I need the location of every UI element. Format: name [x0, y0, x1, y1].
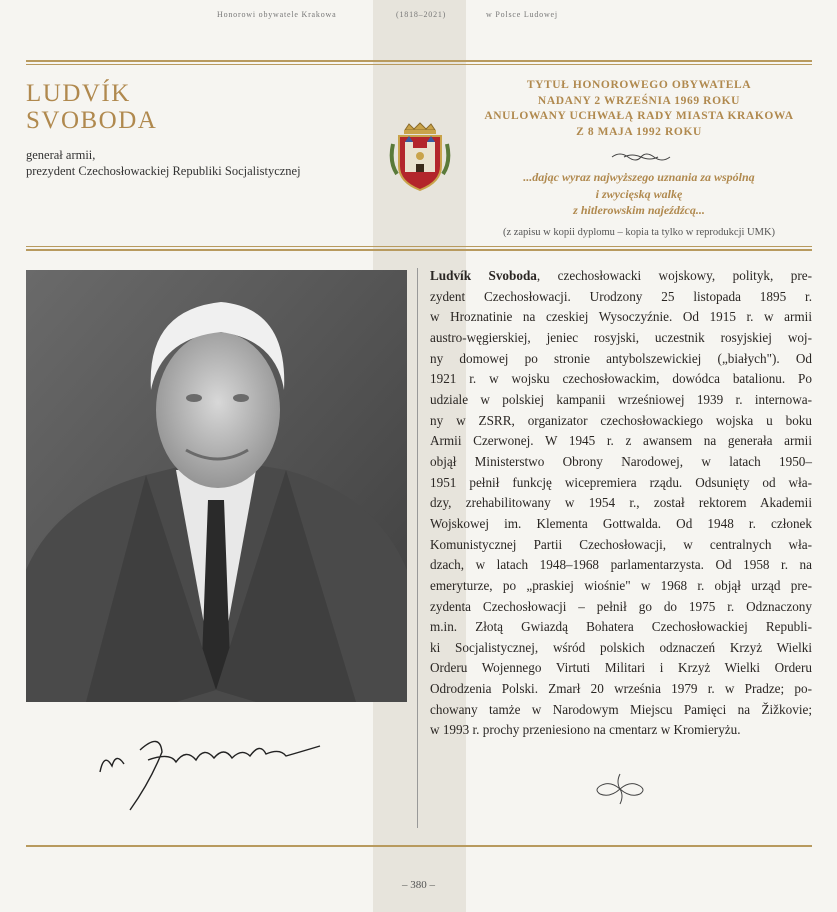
- header-left: Honorowi obywatele Krakowa: [217, 10, 337, 19]
- bio-line: chowany tamże w Narodowym Miejscu Pamięci na Žižkovie;: [430, 701, 812, 717]
- bio-line: dzy, zrehabilitowany w 1954 r., został rektorem Akademii: [430, 495, 812, 511]
- bio-lead: Ludvík Svoboda: [430, 268, 537, 283]
- portrait-photo: [26, 270, 407, 702]
- bio-line: Wojskowej im. Klementa Gottwalda. Od 1948 r. członek: [430, 515, 812, 531]
- bio-line: Odrodzenia Polski. Zmarł 20 września 1979 r. w Pradze; po-: [430, 681, 812, 697]
- top-rule: [26, 60, 812, 62]
- bio-line: zydent Czechosłowacji. Urodzony 25 listopada 1895 r.: [430, 288, 812, 304]
- bio-line: emeryturze, po „praskiej wiośnie" w 1968 r. objął urząd pre-: [430, 577, 812, 593]
- section-rule-thick: [26, 249, 812, 251]
- bio-line: ny w ZSRR, organizator czechosłowackiego wojska u boku: [430, 412, 812, 428]
- bio-line: 1951 pełnił funkcję wicepremiera rządu. Odsunięty od wła-: [430, 474, 812, 490]
- role-line-1: generał armii,: [26, 148, 96, 162]
- title-line: ANULOWANY UCHWAŁĄ RADY MIASTA KRAKOWA: [484, 110, 794, 122]
- bio-line: ki Socjalistycznej, wśród polskich odznaczeń Krzyż Wielki: [430, 639, 812, 655]
- top-rule-thin: [26, 64, 812, 65]
- header-center: (1818–2021): [396, 10, 447, 19]
- title-line: Z 8 MAJA 1992 ROKU: [576, 125, 702, 138]
- bio-line: objął Ministerstwo Obrony Narodowej, w latach 1950–: [430, 453, 812, 469]
- diploma-note: (z zapisu w kopii dyplomu – kopia ta tylko w reprodukcji UMK): [502, 227, 776, 238]
- krakow-coat-of-arms-icon: [387, 122, 453, 192]
- bio-line: zydenta Czechosłowacji – pełnił go do 1975 r. Odznaczony: [430, 598, 812, 614]
- page-number: – 380 –: [402, 879, 435, 891]
- person-name: [26, 80, 157, 134]
- bio-line: Ludvík Svoboda, czechosłowacki wojskowy, polityk, pre-: [430, 268, 813, 283]
- running-header: [0, 10, 837, 26]
- quote-line: i zwycięską walkę: [595, 186, 683, 201]
- quote-line: z hitlerowskim najeźdźcą...: [573, 203, 705, 217]
- bio-line: Armii Czerwonej. W 1945 r. z awansem na generała armii: [430, 433, 812, 449]
- handwritten-signature: [90, 712, 350, 822]
- end-ornament-icon: [592, 772, 648, 806]
- header-right: w Polsce Ludowej: [486, 10, 558, 19]
- section-rule: [26, 246, 812, 247]
- bio-line: w 1993 r. prochy przeniesiono na cmentarz w Kromieryżu.: [430, 722, 741, 738]
- flourish-ornament-icon: [610, 150, 672, 164]
- role-line-2: prezydent Czechosłowackiej Republiki Socjalistycznej: [26, 164, 301, 178]
- bio-line: ny domowej po stronie antybolszewickiej („białych"). Od: [430, 350, 812, 366]
- name-first: LUDVÍK: [26, 80, 131, 107]
- bio-line: Komunistycznej Partii Czechosłowacji, w centralnych wła-: [430, 536, 812, 552]
- quote-line: ...dając wyraz najwyższego uznania za wspólną: [523, 170, 755, 184]
- column-divider: [417, 268, 418, 828]
- bio-line: 1921 r. w wojsku czechosłowackim, dowódca batalionu. Po: [430, 371, 812, 387]
- title-line: TYTUŁ HONOROWEGO OBYWATELA: [526, 79, 752, 91]
- name-last: SVOBODA: [26, 107, 158, 134]
- bio-line: m.in. Złotą Gwiazdą Bohatera Czechosłowackiej Republi-: [430, 619, 812, 635]
- title-line: NADANY 2 WRZEŚNIA 1969 ROKU: [537, 94, 741, 107]
- bio-line: austro-węgierskiej, jeniec rosyjski, uczestnik rosyjskiej woj-: [430, 329, 812, 345]
- bio-line: w Hroznatinie na czeskiej Wysoczyźnie. Od 1915 r. w armii: [430, 309, 812, 325]
- bio-line: udziale w polskiej kampanii wrześniowej 1939 r. internowa-: [430, 391, 812, 407]
- diploma-quote: [466, 169, 812, 219]
- bio-line: dzach, w latach 1948–1968 parlamentarzysta. Od 1958 r. na: [430, 557, 812, 573]
- biography-text: [430, 266, 812, 741]
- honorary-title: [466, 78, 812, 140]
- person-role: [26, 147, 301, 179]
- bottom-rule: [26, 845, 812, 847]
- bio-line: Orderu Wojennego Virtuti Militari i Krzyż Wielki Orderu: [430, 660, 812, 676]
